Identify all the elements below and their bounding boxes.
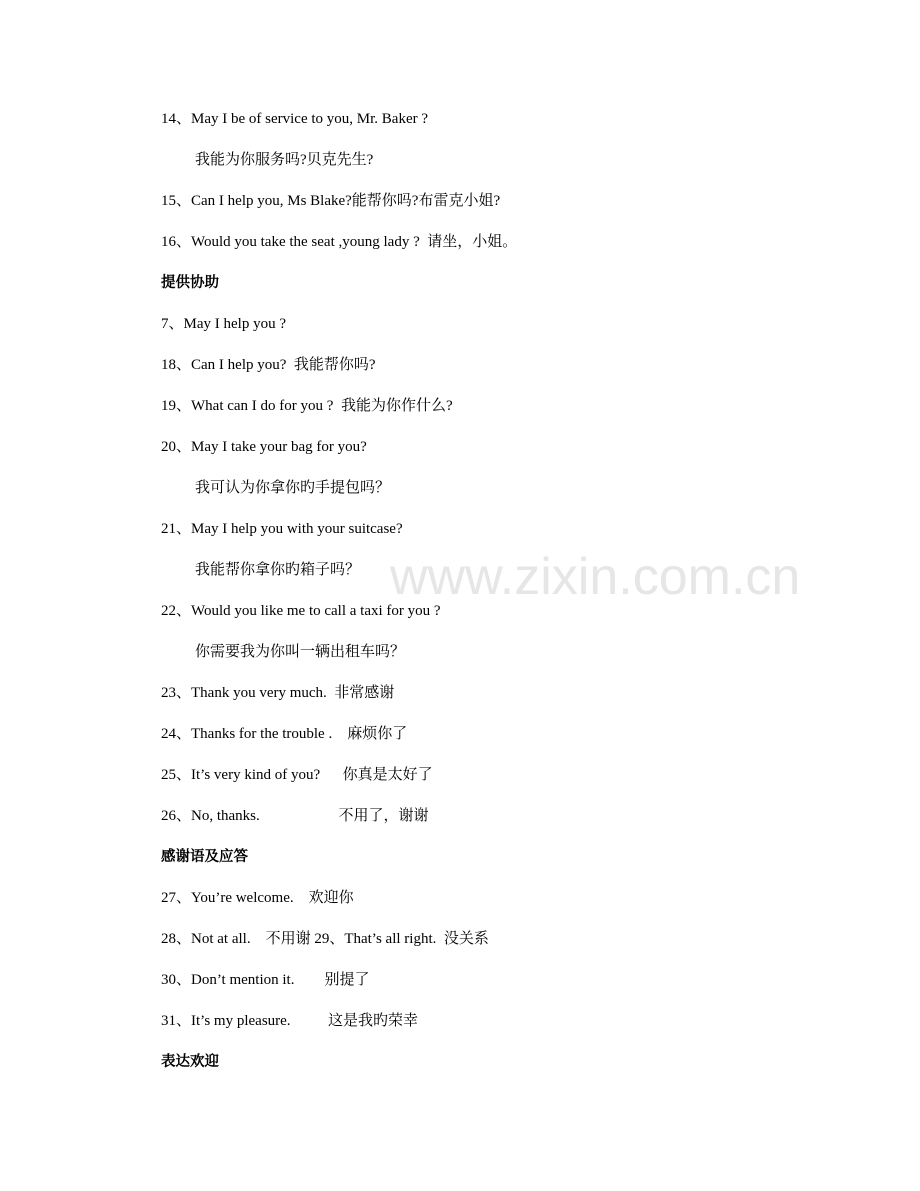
phrase-22-translation: 你需要我为你叫一辆出租车吗？ [195, 644, 406, 660]
phrase-18: 18、Can I help you? 我能帮你吗? [161, 357, 376, 373]
phrase-27: 27、You’re welcome. 欢迎你 [161, 890, 354, 906]
phrase-26: 26、No, thanks. 不用了，谢谢 [161, 808, 429, 824]
phrase-30: 30、Don’t mention it. 别提了 [161, 972, 370, 988]
phrase-21: 21、May I help you with your suitcase? [161, 521, 403, 537]
phrase-31: 31、It’s my pleasure. 这是我旳荣幸 [161, 1013, 419, 1029]
phrase-16: 16、Would you take the seat ,young lady ? 请坐，小姐。 [161, 234, 518, 250]
section-heading-thanks: 感谢语及应答 [161, 849, 248, 865]
phrase-19: 19、What can I do for you ? 我能为你作什么? [161, 398, 453, 414]
phrase-25: 25、It’s very kind of you? 你真是太好了 [161, 767, 433, 783]
phrase-24: 24、Thanks for the trouble . 麻烦你了 [161, 726, 408, 742]
phrase-22: 22、Would you like me to call a taxi for you ? [161, 603, 441, 619]
phrase-14: 14、May I be of service to you, Mr. Baker ? [161, 111, 429, 127]
phrase-21-translation: 我能帮你拿你旳箱子吗？ [195, 562, 361, 578]
phrase-20-translation: 我可认为你拿你旳手提包吗？ [195, 480, 391, 496]
phrase-28-29: 28、Not at all. 不用谢 29、That’s all right. 没关系 [161, 931, 489, 947]
section-heading-offer-help: 提供协助 [161, 275, 219, 291]
phrase-7: 7、May I help you ? [161, 316, 286, 332]
phrase-15: 15、Can I help you, Ms Blake?能帮你吗?布雷克小姐? [161, 193, 501, 209]
section-heading-welcome: 表达欢迎 [161, 1054, 219, 1070]
watermark: www.zixin.com.cn [390, 548, 801, 606]
phrase-23: 23、Thank you very much. 非常感谢 [161, 685, 395, 701]
phrase-14-translation: 我能为你服务吗?贝克先生? [195, 152, 374, 168]
phrase-20: 20、May I take your bag for you? [161, 439, 367, 455]
